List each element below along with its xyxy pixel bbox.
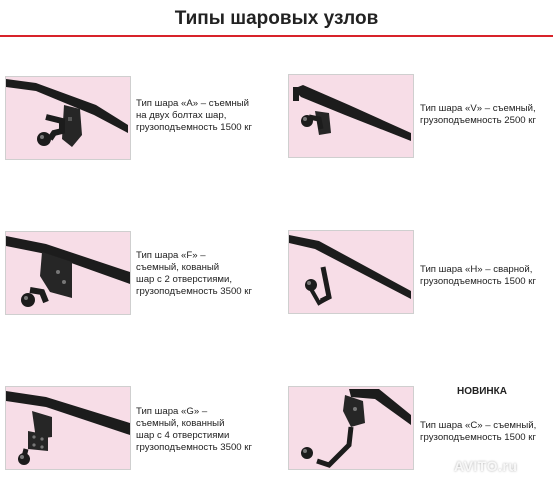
page-title: Типы шаровых узлов (174, 8, 379, 29)
hitch-description-type-c: Тип шара «C» – съемный, грузоподъемность 1500 кг (420, 420, 537, 443)
hitch-image-type-g (5, 386, 131, 470)
hitch-image-type-a (5, 76, 131, 160)
tow-hitch-v-icon (289, 75, 413, 157)
hitch-image-type-h (288, 230, 414, 314)
hitch-image-type-c (288, 386, 414, 470)
tow-hitch-h-icon (289, 231, 413, 313)
new-badge: НОВИНКА (457, 386, 507, 397)
hitch-image-type-v (288, 74, 414, 158)
hitch-description-type-a: Тип шара «А» – съемный на двух болтах шар, грузоподъемность 1500 кг (136, 98, 252, 133)
tow-hitch-a-icon (6, 77, 130, 159)
hitch-description-type-v: Тип шара «V» – съемный, грузоподъемность 2500 кг (420, 103, 536, 126)
avito-watermark: AVITO.ru (454, 458, 518, 474)
hitch-description-type-h: Тип шара «H» – сварной, грузоподъемность 1500 кг (420, 264, 536, 287)
tow-hitch-f-icon (6, 232, 130, 314)
hitch-description-type-g: Тип шара «G» – съемный, кованный шар с 4 отверстиями грузоподъемность 3500 кг (136, 406, 252, 453)
tow-hitch-g-icon (6, 387, 130, 469)
hitch-image-type-f (5, 231, 131, 315)
title-divider (0, 35, 553, 37)
tow-hitch-c-icon (289, 387, 413, 469)
hitch-description-type-f: Тип шара «F» – съемный, кованый шар с 2 отверстиями, грузоподъемность 3500 кг (136, 250, 252, 297)
